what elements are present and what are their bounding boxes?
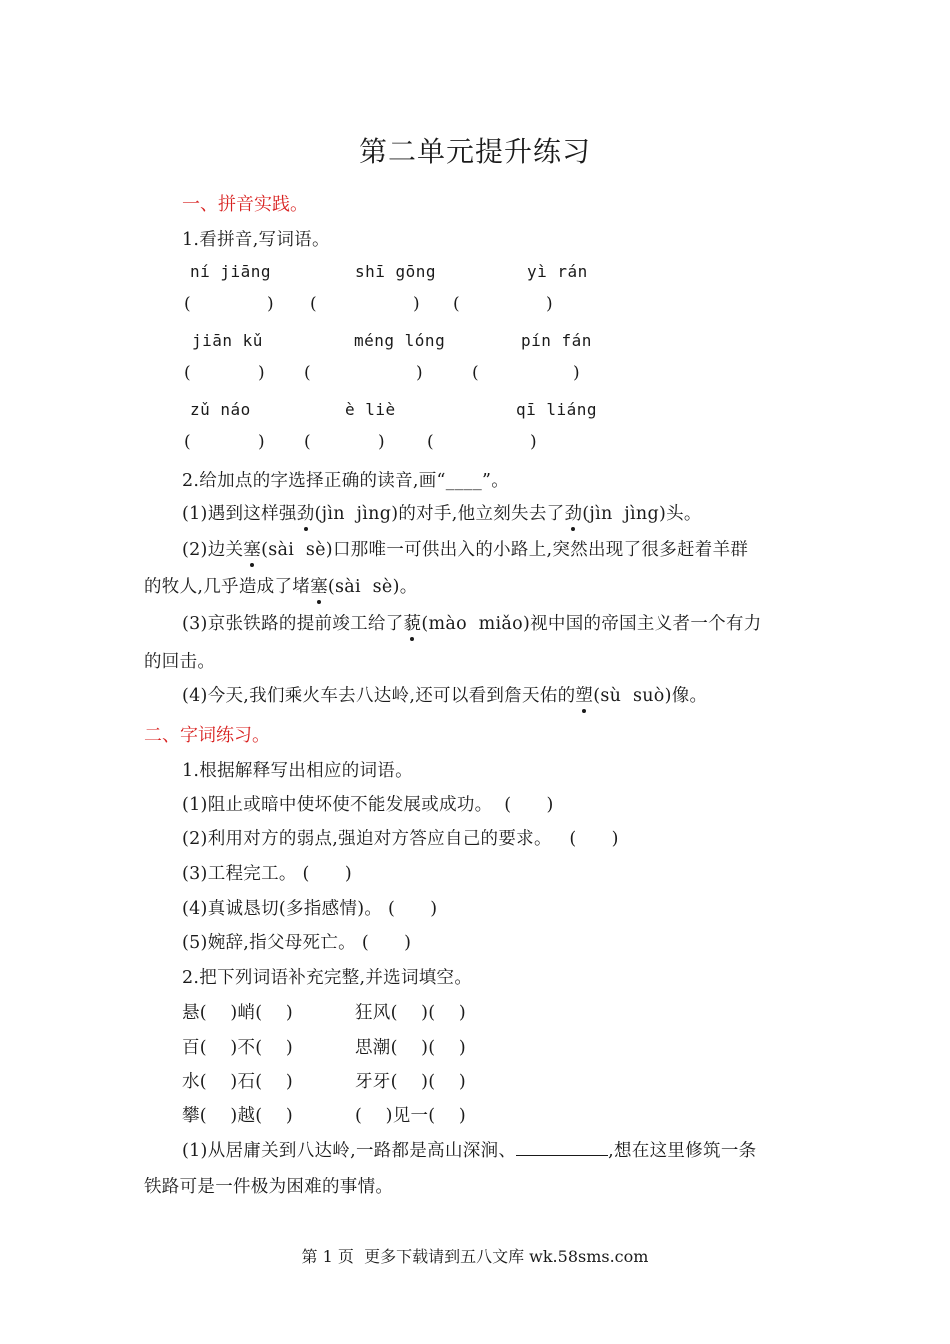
answer-paren-open: ( — [184, 294, 191, 314]
answer-paren-close: ) — [530, 432, 537, 452]
answer-paren-open: ( — [304, 432, 311, 452]
answer-paren-close: ) — [416, 363, 423, 383]
page-footer: 第 1 页 更多下载请到五八文库 wk.58sms.com — [301, 1247, 649, 1266]
answer-paren-open: ( — [304, 363, 311, 383]
dotted-char: 塞 — [243, 536, 261, 561]
fill-word: 狂风( )( ) — [355, 1003, 467, 1023]
question-2-label: 2.给加点的字选择正确的读音,画“____”。 — [182, 471, 510, 491]
definition-item: (3)工程完工。 ( ) — [182, 864, 352, 884]
answer-paren-open: ( — [427, 432, 434, 452]
pinyin-7: zǔ náo — [190, 400, 251, 419]
question-1-label: 1.看拼音,写词语。 — [182, 230, 330, 250]
answer-paren-close: ) — [546, 294, 553, 314]
answer-paren-close: ) — [258, 432, 265, 452]
fill-word: 牙牙( )( ) — [355, 1072, 467, 1092]
pinyin-4: jiān kǔ — [192, 331, 263, 350]
q2-item-2: (2)边关塞(sài sè)口那唯一可供出入的小路上,突然出现了很多赶着羊群 — [182, 536, 748, 561]
section2-question-2-label: 2.把下列词语补充完整,并选词填空。 — [182, 968, 473, 988]
pinyin-8: è liè — [345, 400, 396, 419]
fill-word: ( )见一( ) — [355, 1106, 467, 1126]
pinyin-6: pín fán — [521, 331, 592, 350]
pinyin-5: méng lóng — [354, 331, 446, 350]
dotted-char: 劲 — [564, 500, 582, 525]
answer-paren-close: ) — [573, 363, 580, 383]
pinyin-9: qī liáng — [516, 400, 598, 419]
q2-item-3: (3)京张铁路的提前竣工给了藐(mào miǎo)视中国的帝国主义者一个有力 — [182, 610, 762, 635]
dotted-char: 塞 — [310, 573, 328, 598]
answer-paren-open: ( — [310, 294, 317, 314]
page-title: 第二单元提升练习 — [358, 135, 591, 168]
definition-item: (1)阻止或暗中使坏使不能发展或成功。 ( ) — [182, 795, 554, 815]
section2-question-1-label: 1.根据解释写出相应的词语。 — [182, 761, 413, 781]
pinyin-3: yì rán — [527, 262, 588, 281]
answer-paren-open: ( — [184, 432, 191, 452]
answer-paren-close: ) — [413, 294, 420, 314]
fill-word: 悬( )峭( ) — [182, 1003, 294, 1023]
fill-word: 百( )不( ) — [182, 1038, 294, 1058]
q2-item-2-cont: 的牧人,几乎造成了堵塞(sài sè)。 — [144, 573, 418, 598]
fill-word: 攀( )越( ) — [182, 1106, 294, 1126]
answer-paren-open: ( — [472, 363, 479, 383]
q2-item-1: (1)遇到这样强劲(jìn jìng)的对手,他立刻失去了劲(jìn jìng)头。 — [182, 500, 702, 525]
definition-item: (5)婉辞,指父母死亡。 ( ) — [182, 933, 412, 953]
q2-item-3-cont: 的回击。 — [144, 652, 216, 672]
section-heading-pinyin: 一、拼音实践。 — [182, 194, 308, 215]
answer-paren-close: ) — [267, 294, 274, 314]
answer-paren-close: ) — [378, 432, 385, 452]
fill-word: 水( )石( ) — [182, 1072, 294, 1092]
definition-item: (4)真诚恳切(多指感情)。 ( ) — [182, 899, 438, 919]
answer-blank — [516, 1137, 608, 1156]
dotted-char: 劲 — [297, 500, 315, 525]
fill-sentence-1-cont: 铁路可是一件极为困难的事情。 — [144, 1177, 394, 1197]
answer-paren-open: ( — [453, 294, 460, 314]
fill-word: 思潮( )( ) — [355, 1038, 467, 1058]
dotted-char: 塑 — [575, 682, 593, 707]
q2-item-4: (4)今天,我们乘火车去八达岭,还可以看到詹天佑的塑(sù suò)像。 — [182, 682, 707, 707]
answer-paren-open: ( — [184, 363, 191, 383]
section-heading-words: 二、字词练习。 — [144, 725, 270, 746]
definition-item: (2)利用对方的弱点,强迫对方答应自己的要求。 ( ) — [182, 829, 619, 849]
fill-sentence-1: (1)从居庸关到八达岭,一路都是高山深涧、 ,想在这里修筑一条 — [182, 1137, 756, 1162]
pinyin-2: shī gōng — [355, 262, 437, 281]
answer-paren-close: ) — [258, 363, 265, 383]
dotted-char: 藐 — [404, 610, 422, 635]
pinyin-1: ní jiāng — [190, 262, 272, 281]
